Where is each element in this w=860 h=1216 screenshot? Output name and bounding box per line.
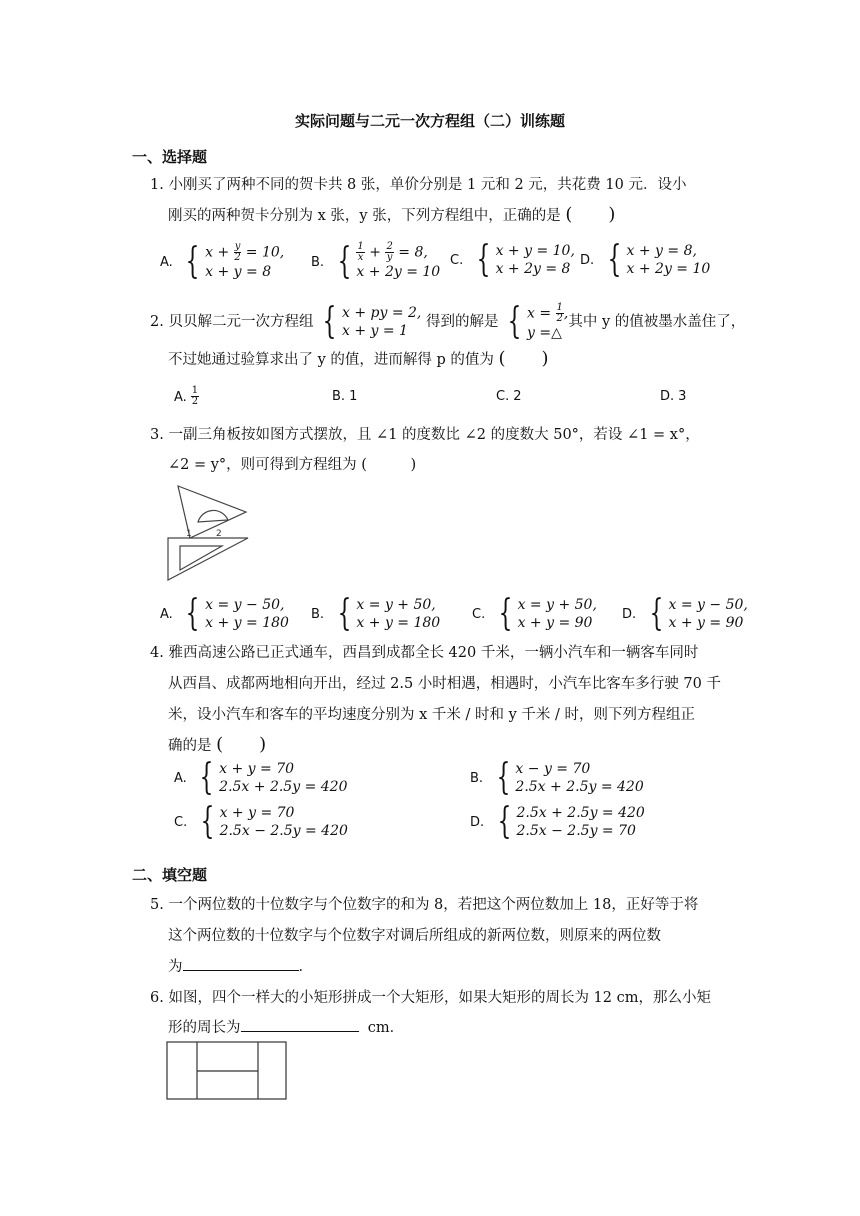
question-5-line-2: 这个两位数的十位数字与个位数字对调后所组成的新两位数，则原来的两位数	[168, 928, 661, 944]
question-3-option-a[interactable]: A. { x = y − 50, x + y = 180	[160, 593, 289, 634]
question-2-line-2: 不过她通过验算求出了 y 的值，进而解得 p 的值为 ( )	[168, 348, 549, 369]
triangle-rulers-figure	[160, 484, 260, 584]
question-4-line-1: 4. 雅西高速公路已正式通车，西昌到成都全长 420 千米，一辆小汽车和一辆客车同时	[150, 645, 699, 661]
page-title: 实际问题与二元一次方程组（二）训练题	[294, 112, 565, 130]
question-4-line-3: 米，设小汽车和客车的平均速度分别为 x 千米 / 时和 y 千米 / 时，则下列方程组正	[168, 707, 696, 723]
question-6-line-1: 6. 如图，四个一样大的小矩形拼成一个大矩形，如果大矩形的周长为 12 cm，那么小矩	[150, 990, 711, 1006]
question-4-line-2: 从西昌、成都两地相向开出，经过 2.5 小时相遇，相遇时，小汽车比客车多行驶 70 千	[168, 676, 721, 692]
question-4-option-d[interactable]: D. { 2.5x + 2.5y = 420 2.5x − 2.5y = 70	[470, 801, 645, 842]
question-5-line-3: 为 ．	[168, 952, 313, 982]
answer-blank-q5[interactable]	[183, 954, 299, 971]
question-1-option-b[interactable]: B. { $\frac{1}{x}$ + $\frac{2}{y}$ = 8, x + 2y = 10	[311, 240, 441, 282]
question-1-option-d[interactable]: D. { x + y = 8, x + 2y = 10	[580, 239, 711, 280]
question-6-line-2: 形的周长为 cm．	[168, 1013, 404, 1043]
question-1-option-a[interactable]: A. { x + $\frac{y}{2}$ = 10, x + y = 8	[160, 240, 285, 282]
question-1-line-2: 刚买的两种贺卡分别为 x 张，y 张，下列方程组中，正确的是 ( )	[168, 204, 616, 225]
question-3-option-b[interactable]: B. { x = y + 50, x + y = 180	[311, 593, 441, 634]
question-3-line-1: 3. 一副三角板按如图方式摆放，且 ∠1 的度数比 ∠2 的度数大 50°，若设 ∠1 = x°，	[150, 427, 700, 443]
question-1-line-1: 1. 小刚买了两种不同的贺卡共 8 张，单价分别是 1 元和 2 元，共花费 10 元．设小	[150, 177, 687, 193]
question-2-line-1: 2. 贝贝解二元一次方程组 { x + py = 2, x + y = 1 得到的解是 { x = $\frac{1}{2}$ , y =△ 其中 y 的值被墨水盖住了，	[150, 301, 746, 342]
question-2-option-a[interactable]: A. $\frac{1}{2}$	[174, 385, 199, 407]
question-5-line-1: 5. 一个两位数的十位数字与个位数字的和为 8，若把这个两位数加上 18，正好等于将	[150, 897, 699, 913]
section-heading-choice: 一、选择题	[132, 148, 208, 166]
question-1-option-c[interactable]: C. { x + y = 10, x + 2y = 8	[450, 239, 575, 280]
question-2-option-d[interactable]: D. 3	[660, 389, 687, 404]
answer-blank-q6[interactable]	[241, 1015, 359, 1032]
question-4-option-a[interactable]: A. { x + y = 70 2.5x + 2.5y = 420	[174, 757, 348, 798]
section-heading-fill: 二、填空题	[132, 866, 208, 884]
angle-1-label: 1	[186, 529, 192, 539]
question-2-option-c[interactable]: C. 2	[496, 389, 522, 404]
question-2-option-b[interactable]: B. 1	[332, 389, 358, 404]
question-4-option-c[interactable]: C. { x + y = 70 2.5x − 2.5y = 420	[174, 801, 348, 842]
question-3-option-c[interactable]: C. { x = y + 50, x + y = 90	[472, 593, 597, 634]
question-3-line-2: ∠2 = y°，则可得到方程组为 ( )	[168, 457, 417, 473]
question-3-option-d[interactable]: D. { x = y − 50, x + y = 90	[622, 593, 748, 634]
question-4-option-b[interactable]: B. { x − y = 70 2.5x + 2.5y = 420	[470, 757, 644, 798]
question-4-line-4: 确的是 ( )	[168, 734, 267, 755]
angle-2-label: 2	[216, 529, 222, 539]
rectangles-figure	[166, 1041, 288, 1101]
